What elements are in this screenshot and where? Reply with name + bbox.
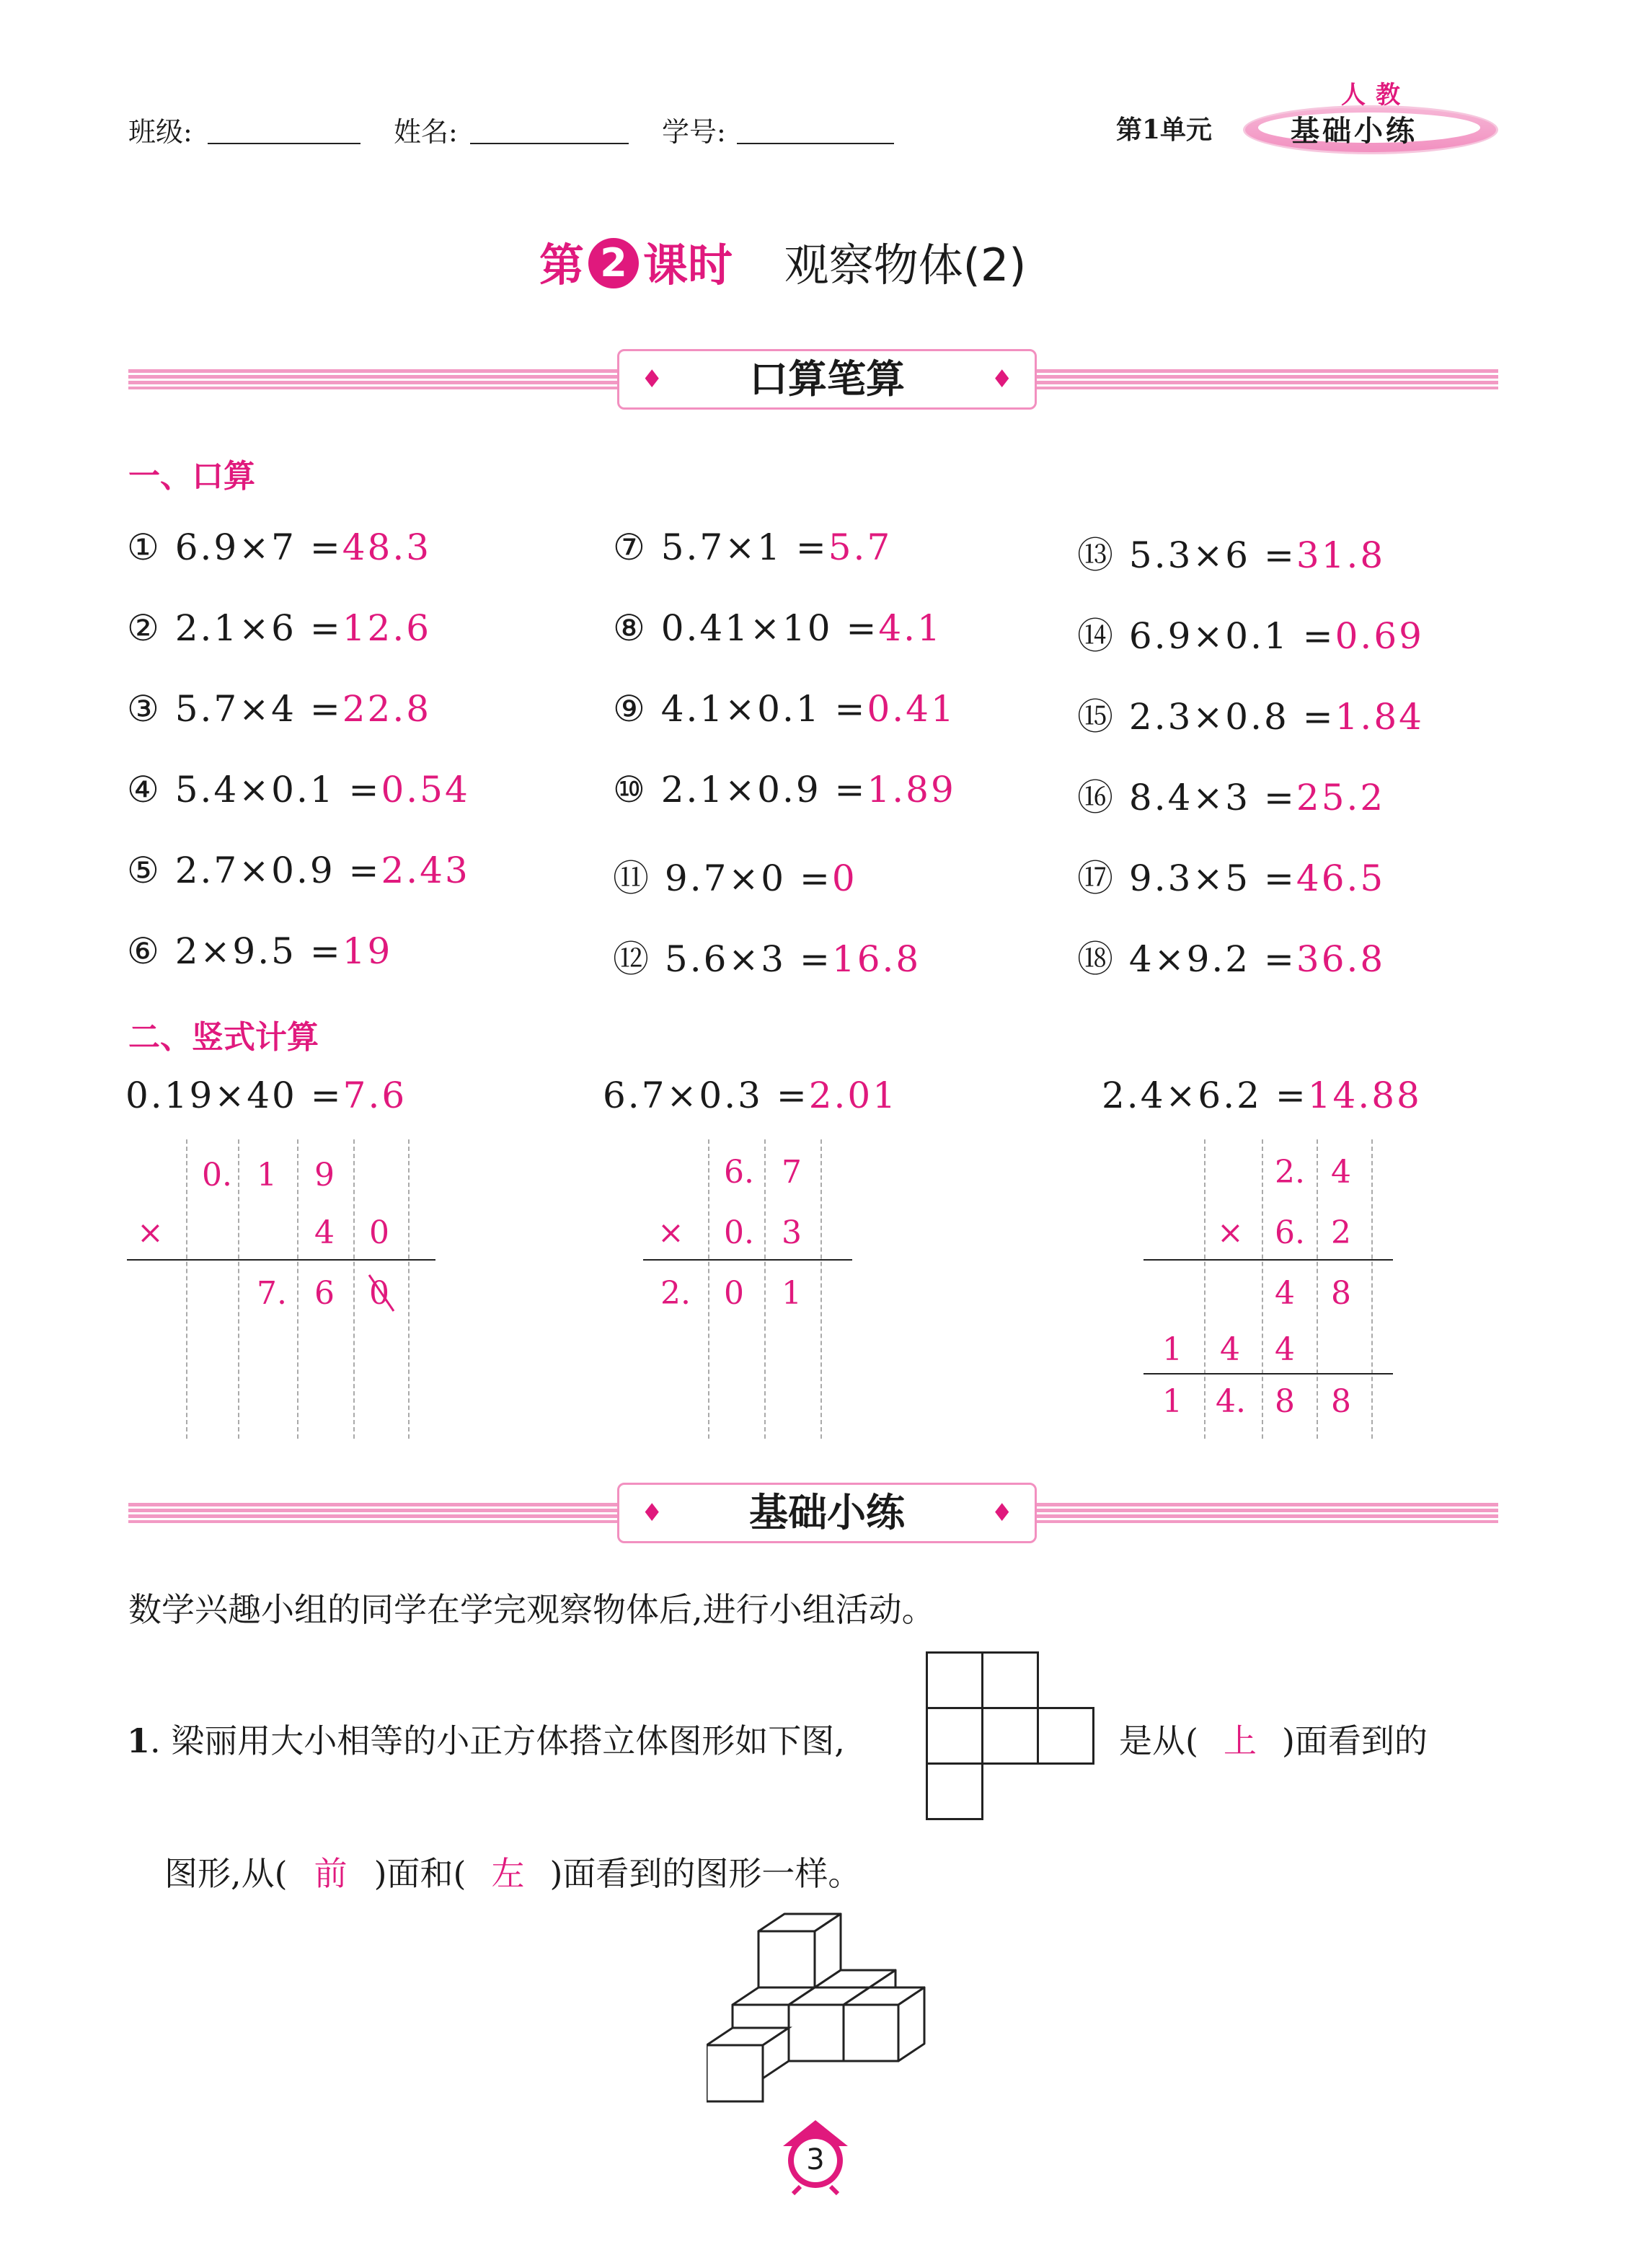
oral-item: ⑤ 2.7×0.9 =2.43 (127, 850, 470, 891)
vertical-problem-2: 6.7×0.3 =2.01 (603, 1075, 898, 1116)
diamond-icon: ♦ (641, 1499, 663, 1527)
lesson-name: 观察物体(2) (784, 239, 1027, 291)
times-sign: × (137, 1214, 164, 1251)
unit-label: 第1单元 (1116, 115, 1213, 145)
oral-heading: 一、口算 (128, 458, 255, 495)
oral-item: ⑩ 2.1×0.9 =1.89 (613, 769, 956, 811)
question-1-line-1: 1. 梁丽用大小相等的小正方体搭立体图形如下图, (127, 1721, 845, 1760)
diamond-icon: ♦ (991, 365, 1013, 394)
section-title-box (617, 1483, 1037, 1543)
vertical-heading: 二、竖式计算 (128, 1019, 319, 1056)
oral-item: ⑧ 0.41×10 =4.1 (613, 607, 942, 649)
brand-badge-top: 人教 (1341, 81, 1410, 110)
class-blank[interactable] (208, 143, 360, 144)
page-number: 3 (806, 2143, 825, 2176)
brand-badge-text: 基础小练 (1291, 114, 1417, 148)
lesson-title: 第 2 课时 观察物体(2) (539, 239, 1027, 291)
oral-item: ① 6.9×7 =48.3 (127, 526, 432, 568)
oral-item: ⑰ 9.3×5 =46.5 (1077, 857, 1386, 899)
oral-item: ⑬ 5.3×6 =31.8 (1077, 534, 1386, 576)
times-sign: × (658, 1214, 684, 1251)
question-1-tail: 是从( 上 )面看到的 (1119, 1715, 1428, 1762)
oral-item: ⑨ 4.1×0.1 =0.41 (613, 688, 956, 730)
vertical-problem-3: 2.4×6.2 =14.88 (1102, 1075, 1422, 1116)
oral-item: ⑥ 2×9.5 =19 (127, 930, 393, 972)
oral-item: ④ 5.4×0.1 =0.54 (127, 769, 470, 811)
answer-blank[interactable]: 左 (491, 1854, 525, 1893)
oral-item: ⑯ 8.4×3 =25.2 (1077, 777, 1386, 818)
oral-column-1 (127, 526, 470, 1011)
oral-item: ⑦ 5.7×1 =5.7 (613, 526, 893, 568)
diamond-icon: ♦ (641, 365, 663, 394)
question-1-line-2: 图形,从( 前 )面和( 左 )面看到的图形一样。 (164, 1848, 861, 1895)
answer-blank[interactable]: 前 (314, 1854, 348, 1893)
section-title: 基础小练 (749, 1490, 905, 1535)
intro-text: 数学兴趣小组的同学在学完观察物体后,进行小组活动。 (128, 1590, 935, 1629)
oral-column-3 (1077, 526, 1424, 1011)
oral-item: ⑪ 9.7×0 =0 (613, 857, 857, 899)
section-title-box (617, 349, 1037, 410)
number-label: 学号: (662, 116, 726, 148)
section-title: 口算笔算 (749, 356, 905, 402)
oral-column-2 (613, 526, 956, 1011)
oral-item: ② 2.1×6 =12.6 (127, 607, 432, 649)
name-blank[interactable] (470, 143, 629, 144)
class-label: 班级: (128, 116, 193, 148)
oral-item: ③ 5.7×4 =22.8 (127, 688, 432, 730)
oral-item: ⑮ 2.3×0.8 =1.84 (1077, 696, 1424, 738)
answer-blank[interactable]: 上 (1223, 1721, 1257, 1760)
strike-mark (363, 1271, 399, 1315)
vertical-problem-1: 0.19×40 =7.6 (125, 1075, 407, 1116)
oral-item: ⑱ 4×9.2 =36.8 (1077, 938, 1386, 980)
times-sign: × (1217, 1214, 1244, 1251)
number-blank[interactable] (737, 143, 894, 144)
oral-item: ⑫ 5.6×3 =16.8 (613, 938, 921, 980)
cube-structure-figure (707, 1904, 952, 2106)
lesson-number: 2 (588, 238, 639, 288)
name-label: 姓名: (394, 116, 458, 148)
oral-item: ⑭ 6.9×0.1 =0.69 (1077, 615, 1424, 657)
diamond-icon: ♦ (991, 1499, 1013, 1527)
